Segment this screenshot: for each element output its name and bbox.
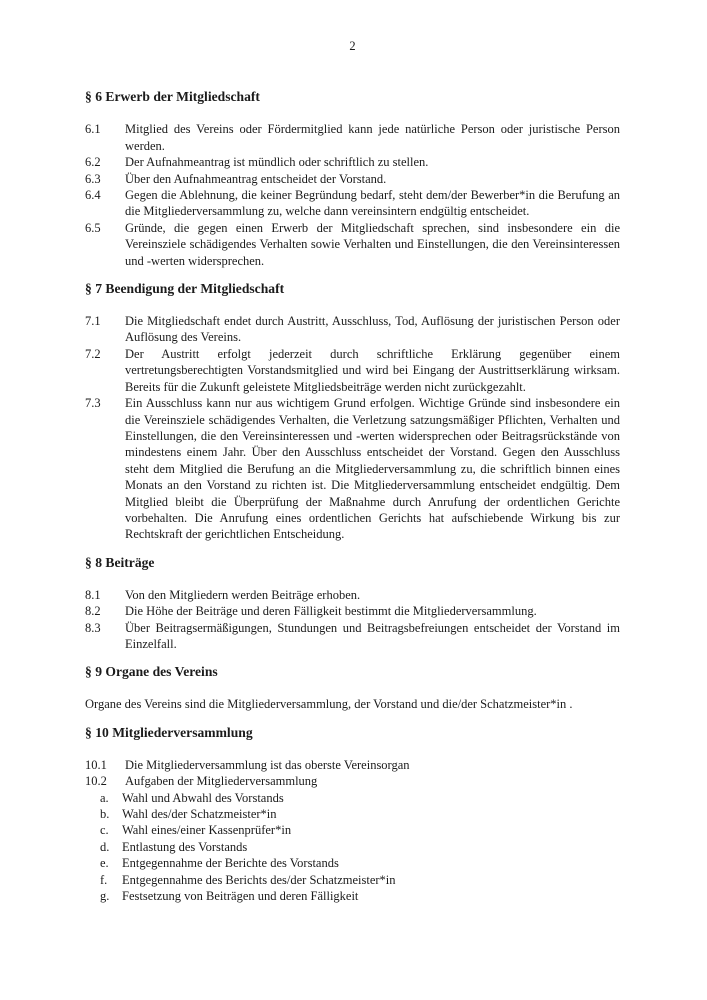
section-10-heading: § 10 Mitgliederversammlung (85, 724, 253, 740)
letter-item-b (85, 806, 620, 822)
section-9 (85, 663, 620, 712)
clause-number: 6.3 (85, 171, 101, 186)
clause-text: Aufgaben der Mitgliederversammlung (125, 774, 318, 789)
letter-label: c. (100, 823, 109, 838)
clause-7-2 (85, 346, 620, 395)
section-7-heading: § 7 Beendigung der Mitgliedschaft (85, 281, 285, 297)
section-6 (85, 88, 620, 269)
clause-6-1 (85, 121, 620, 154)
letter-text: Entgegennahme des Berichts des/der Schatzmeister*in (122, 872, 396, 887)
letter-label: d. (100, 839, 110, 854)
page-number: 2 (349, 39, 356, 53)
letter-item-c (85, 822, 620, 838)
clause-10-1 (85, 757, 620, 773)
section-9-heading: § 9 Organe des Vereins (85, 664, 218, 680)
letter-item-d (85, 839, 620, 855)
clause-number: 6.1 (85, 122, 101, 137)
clause-number: 10.1 (85, 757, 107, 772)
letter-text: Entgegennahme der Berichte des Vorstands (122, 856, 339, 871)
clause-number: 6.5 (85, 220, 101, 235)
section-10 (85, 724, 620, 905)
letter-label: f. (100, 872, 108, 887)
clause-text: Der Austritt erfolgt jederzeit durch schriftliche Erklärung gegenüber einem vertretungsberechtigten Vorstandsmitglied und wird bei Eingang der Austrittserklärung wirksam. Bereits für die Zukunft geleistete Mitgliedsbeiträge werden nicht zurückgezahlt. (125, 346, 620, 394)
letter-list (85, 790, 620, 905)
clause-8-1 (85, 587, 620, 603)
clause-7-1 (85, 313, 620, 346)
clause-number: 8.3 (85, 620, 101, 635)
letter-text: Festsetzung von Beiträgen und deren Fälligkeit (122, 889, 359, 904)
clause-number: 6.2 (85, 155, 101, 170)
clause-number: 7.3 (85, 396, 101, 411)
clause-text: Der Aufnahmeantrag ist mündlich oder schriftlich zu stellen. (125, 155, 429, 170)
section-7 (85, 280, 620, 543)
letter-item-e (85, 855, 620, 871)
clause-text: Über Beitragsermäßigungen, Stundungen und Beitragsbefreiungen entscheidet der Vorstand im Einzelfall. (125, 620, 620, 651)
letter-text: Entlastung des Vorstands (122, 839, 248, 854)
clause-text: Die Mitgliedschaft endet durch Austritt, Ausschluss, Tod, Auflösung der juristischen Person oder Auflösung des Vereins. (125, 314, 620, 345)
letter-text: Wahl des/der Schatzmeister*in (122, 807, 277, 821)
clause-number: 10.2 (85, 774, 107, 789)
clause-6-2 (85, 154, 620, 170)
clause-number: 8.2 (85, 604, 101, 619)
section-8-heading: § 8 Beiträge (85, 554, 155, 570)
clause-number: 7.2 (85, 346, 101, 361)
clause-text: Die Mitgliederversammlung ist das oberste Vereinsorgan (125, 757, 410, 772)
clause-number: 7.1 (85, 314, 101, 329)
section-9-paragraph: Organe des Vereins sind die Mitgliederversammlung, der Vorstand und die/der Schatzmeister*in . (85, 697, 573, 712)
section-8 (85, 554, 620, 653)
clause-7-3 (85, 395, 620, 543)
clause-6-5 (85, 220, 620, 269)
section-6-heading: § 6 Erwerb der Mitgliedschaft (85, 89, 260, 105)
clause-text: Gründe, die gegen einen Erwerb der Mitgliedschaft sprechen, sind insbesondere ein die Vereinsziele schädigendes Verhalten sowie Verhalten und Einstellungen, die den Vereinsinteressen und -werten widersprechen. (125, 220, 620, 268)
letter-label: a. (100, 790, 109, 805)
letter-text: Wahl und Abwahl des Vorstands (122, 790, 284, 805)
clause-6-3 (85, 171, 620, 187)
letter-label: b. (100, 807, 110, 821)
clause-6-4 (85, 187, 620, 220)
clause-text: Ein Ausschluss kann nur aus wichtigem Grund erfolgen. Wichtige Gründe sind insbesondere ein die Vereinsziele schädigendes Verhalten, die Verletzung satzungsmäßiger Pflichten, Verhalten und Einstellungen, die den Vereinsinteressen und -werten widersprechen oder Beitragsrückstände von mindestens einem Jahr. Über den Ausschluss entscheidet der Vorstand. Gegen den Ausschluss steht dem Mitglied die Berufung an die Mitgliederversammlung zu, die schriftlich binnen eines Monats an den Vorstand zu richten ist. Die Mitgliederversammlung entscheidet endgültig. Dem Mitglied bleibt die Überprüfung der Maßnahme durch Anrufung der ordentlichen Gerichte vorbehalten. Die Anrufung eines ordentlichen Gerichts hat aufschiebende Wirkung bis zur Rechtskraft der gerichtlichen Entscheidung. (125, 396, 620, 542)
letter-item-f (85, 872, 620, 888)
clause-text: Von den Mitgliedern werden Beiträge erhoben. (125, 587, 361, 602)
clause-8-2 (85, 603, 620, 619)
clause-number: 8.1 (85, 587, 101, 602)
clause-text: Über den Aufnahmeantrag entscheidet der Vorstand. (125, 171, 387, 186)
letter-label: e. (100, 856, 109, 871)
clause-text: Gegen die Ablehnung, die keiner Begründung bedarf, steht dem/der Bewerber*in die Berufung an die Mitgliederversammlung zu, welche dann vereinsintern endgültig entscheidet. (125, 188, 620, 219)
letter-text: Wahl eines/einer Kassenprüfer*in (122, 823, 292, 838)
clause-number: 6.4 (85, 188, 101, 203)
clause-text: Die Höhe der Beiträge und deren Fälligkeit bestimmt die Mitgliederversammlung. (125, 604, 537, 619)
clause-8-3 (85, 620, 620, 653)
letter-item-a (85, 790, 620, 806)
letter-label: g. (100, 889, 110, 904)
clause-10-2 (85, 773, 620, 789)
letter-item-g (85, 888, 620, 904)
clause-text: Mitglied des Vereins oder Fördermitglied kann jede natürliche Person oder juristische Person werden. (125, 122, 620, 153)
